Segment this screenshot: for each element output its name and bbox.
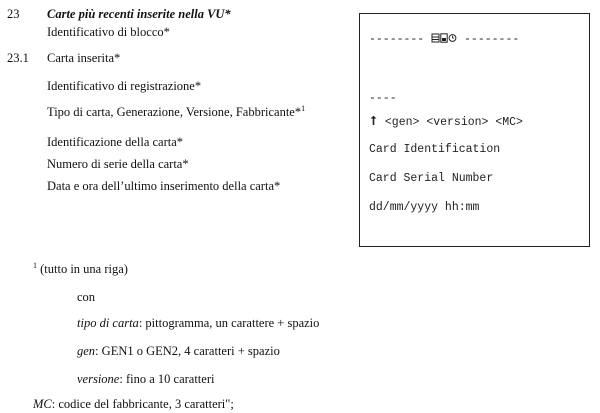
desc-gen: : GEN1 o GEN2, 4 caratteri + spazio	[95, 344, 280, 358]
dash-right: --------	[464, 33, 520, 46]
section-title: Carte più recenti inserite nella VU*	[47, 7, 231, 21]
desc-card-type: : pittogramma, un carattere + spazio	[138, 316, 320, 330]
footnote-note	[33, 262, 128, 276]
footnote-ref: 1	[301, 103, 306, 113]
card-type-label	[47, 105, 305, 119]
registration-id-label: Identificativo di registrazione*	[47, 79, 202, 93]
term-card-type: tipo di carta	[77, 316, 139, 330]
term-version: versione	[77, 372, 120, 386]
card-inserted-label: Carta inserita*	[47, 51, 121, 65]
block-icon	[431, 33, 440, 47]
item-number-23: 23	[7, 7, 20, 21]
desc-version: : fino a 10 caratteri	[119, 372, 215, 386]
footnote-card-type	[77, 316, 319, 330]
last-insertion-label: Data e ora dell’ultimo inserimento della carta*	[47, 179, 281, 193]
dash-left: --------	[369, 33, 425, 46]
printout-box	[359, 13, 590, 247]
printout-line-serial-number: Card Serial Number	[369, 172, 494, 185]
clock-icon	[448, 33, 457, 47]
item-number-23-1: 23.1	[7, 51, 29, 65]
footnote-text: (tutto in una riga)	[40, 262, 128, 276]
block-identifier-label: Identificativo di blocco*	[47, 25, 170, 39]
printout-line-card-type	[369, 115, 523, 130]
gen-version-mc-text: <gen> <version> <MC>	[384, 116, 523, 129]
desc-mc: : codice del fabbricante, 3 caratteri";	[51, 397, 234, 411]
footnote-number: 1	[33, 260, 37, 270]
card-type-text: Tipo di carta, Generazione, Versione, Fabbricante*	[47, 105, 302, 119]
card-identification-label: Identificazione della carta*	[47, 135, 184, 149]
term-mc: MC	[33, 397, 52, 411]
card-type-pictogram-icon	[369, 115, 378, 130]
footnote-con: con	[77, 290, 96, 304]
footnote-mc	[33, 397, 234, 411]
printout-line-datetime: dd/mm/yyyy hh:mm	[369, 201, 480, 214]
footnote-gen	[77, 344, 280, 358]
card-icon	[440, 33, 448, 47]
printout-line-card-identification: Card Identification	[369, 143, 501, 156]
printout-line-dashes: ----	[369, 92, 397, 105]
term-gen: gen	[77, 344, 96, 358]
card-serial-number-label: Numero di serie della carta*	[47, 157, 189, 171]
printout-line-header	[369, 33, 519, 47]
footnote-version	[77, 372, 214, 386]
